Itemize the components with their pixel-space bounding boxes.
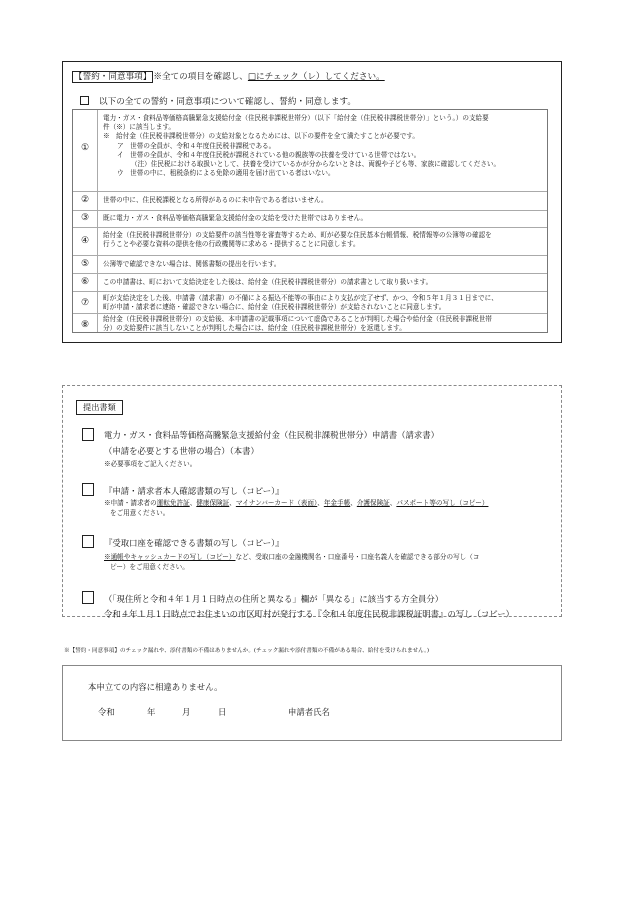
- doc-id-note2: をご用意ください。: [110, 509, 170, 517]
- doc-bank-note2: ピー）をご用意ください。: [110, 563, 189, 571]
- doc-tax-cert-title: （「現住所と令和４年１月１日時点の住所と異なる」欄が「異なる」に該当する方全員分）: [104, 594, 444, 604]
- item-line: この申請書は、町において支給決定をした後は、給付金（住民税非課税世帯分）の請求書として取り扱います。: [103, 278, 433, 286]
- pledge-item-5: [103, 260, 281, 269]
- note-underlined: 運転免許証: [156, 499, 190, 507]
- agree-all-checkbox[interactable]: [80, 96, 89, 105]
- doc-application-title: 電力・ガス・食料品等価格高騰緊急支援給付金（住民税非課税世帯分）申請書（請求書）: [104, 430, 439, 440]
- date-month-label: 月: [182, 707, 191, 717]
- applicant-name-label: 申請者氏名: [288, 707, 330, 717]
- confirmation-section: [62, 665, 562, 741]
- item-number: ②: [80, 195, 90, 205]
- item-line: 行うことや必要な資料の提供を他の行政機関等に求める・提供することに同意します。: [103, 240, 360, 249]
- date-era: 令和: [98, 707, 115, 717]
- doc-checkbox-tax-cert[interactable]: [82, 591, 94, 604]
- note-underlined: 年金手帳: [323, 499, 351, 507]
- date-year-label: 年: [147, 707, 156, 717]
- doc-bank-note: [104, 553, 479, 562]
- item-line: ウ 世帯の中に、租税条約による免除の適用を届け出ている者はいない。: [117, 169, 335, 178]
- confirmation-text: 本申立ての内容に相違ありません。: [88, 682, 223, 692]
- doc-application-sub: （申請を必要とする世帯の場合）（本書）: [104, 446, 259, 456]
- table-column-divider: [97, 110, 98, 332]
- doc-id-title: 『申請・請求者本人確認書類の写し（コピー）』: [104, 486, 284, 496]
- pledge-item-3: [103, 214, 367, 223]
- pledge-item-6: [103, 278, 432, 287]
- item-line: 給付金（住民税非課税世帯分）の支給後、本申請書の記載事項について虚偽であることが判明した場合や給付金（住民税非課税世帯: [103, 315, 492, 323]
- row-divider: [73, 313, 547, 314]
- row-divider: [73, 291, 547, 292]
- item-number: ⑧: [80, 320, 90, 330]
- pledge-instruction-underlined: □にチェック（レ）してください。: [247, 72, 385, 82]
- doc-checkbox-bank[interactable]: [82, 535, 94, 548]
- docs-label: 提出書類: [76, 400, 123, 415]
- item-line: 電力・ガス・食料品等価格高騰緊急支援給付金（住民税非課税世帯分）（以下「給付金（住民税非課税世帯分）」という。）の支給要: [103, 114, 489, 122]
- item-line: 世帯の中に、住民税課税となる所得があるのに未申告である者はいません。: [103, 196, 328, 204]
- item-number: ⑤: [80, 259, 90, 269]
- item-line: 給付金（住民税非課税世帯分）の支給要件の該当性等を審査等するため、町が必要な住民基本台帳情報、税情報等の公簿等の確認を: [103, 231, 492, 239]
- doc-bank-title: 『受取口座を確認できる書類の写し（コピー）』: [104, 538, 284, 548]
- pledge-item-1: [103, 114, 500, 178]
- item-line: 分）の支給要件に該当しないことが判明した場合には、給付金（住民税非課税世帯分）を返還します。: [103, 324, 406, 333]
- item-line: ア 世帯の全員が、令和４年度住民税非課税である。: [117, 141, 276, 150]
- item-line: 町が申請・請求者に連絡・確認できない場合に、給付金（住民税非課税世帯分）が支給されないことに同意します。: [103, 303, 446, 312]
- pledge-item-2: [103, 196, 328, 205]
- item-line: イ 世帯の全員が、令和４年度住民税が課税されている他の親族等の扶養を受けている世帯ではない。: [117, 150, 421, 159]
- pledge-item-8: [103, 315, 492, 333]
- note-underlined: パスポート等の写し（コピー）: [396, 499, 489, 507]
- row-divider: [73, 191, 547, 192]
- row-divider: [73, 255, 547, 256]
- pledge-instruction: ※全ての項目を確認し、: [153, 72, 248, 82]
- item-number: ③: [80, 213, 90, 223]
- agree-all-label: 以下の全ての誓約・同意事項について確認し、誓約・同意します。: [99, 97, 356, 107]
- pledge-item-7: [103, 294, 498, 312]
- note-underlined: マイナンバーカード（表面）: [235, 499, 318, 507]
- item-number: ④: [80, 236, 90, 246]
- row-divider: [73, 273, 547, 274]
- doc-tax-cert-sub: 令和４年１月１日時点でお住まいの市区町村が発行する『令和４年度住民税非課税証明書』の写し（コピー）: [104, 609, 515, 619]
- item-number: ⑦: [80, 298, 90, 308]
- row-divider: [73, 210, 547, 211]
- pledge-item-4: [103, 231, 492, 249]
- note-underlined: ※通帳やキャッシュカードの写し（コピー）: [104, 553, 236, 561]
- row-divider: [73, 227, 547, 228]
- agree-all-row: [80, 95, 356, 107]
- item-line: 件（※）に該当します。: [103, 123, 176, 132]
- footnote: ※【誓約・同意事項】のチェック漏れや、添付書類の不備はありませんか。(チェック漏れや添付書類の不備がある場合、給付を受けられません。): [64, 648, 430, 654]
- doc-application-note: ※必要事項をご記入ください。: [104, 460, 197, 468]
- doc-checkbox-application[interactable]: [82, 428, 94, 441]
- pledge-title: 【誓約・同意事項】: [74, 72, 152, 82]
- note-underlined: 健康保険証: [196, 499, 230, 507]
- pledge-header: [72, 70, 385, 82]
- item-number: ⑥: [80, 277, 90, 287]
- item-line: ※ 給付金（住民税非課税世帯分）の支給対象となるためには、以下の要件を全て満たすことが必要です。: [103, 132, 419, 141]
- note-text: ※申請・請求者の: [104, 499, 157, 507]
- pledge-table: [72, 109, 548, 333]
- doc-id-note: ※申請・請求者の運転免許証、健康保険証、マイナンバーカード（表面）、年金手帳、介護保険証、パスポート等の写し（コピー）: [104, 499, 489, 507]
- date-day-label: 日: [218, 707, 227, 717]
- item-line: 公簿等で確認できない場合は、関係書類の提出を行います。: [103, 260, 281, 268]
- item-line: （注）住民税における取扱いとして、扶養を受けているかが分からないときは、両親や子ども等、家族に確認してください。: [131, 160, 501, 169]
- item-line: 既に電力・ガス・食料品等価格高騰緊急支援給付金の支給を受けた世帯ではありません。: [103, 214, 368, 222]
- item-line: 町が支給決定をした後、申請書（請求書）の不備による振込不能等の事由により支払が完了せず、かつ、令和５年１月３１日までに、: [103, 294, 498, 302]
- note-underlined: 介護保険証: [356, 499, 390, 507]
- item-number: ①: [80, 143, 90, 153]
- note-text: など、受取口座の金融機関名・口座番号・口座名義人を確認できる部分の写し（コ: [235, 553, 480, 561]
- doc-checkbox-id[interactable]: [82, 483, 94, 496]
